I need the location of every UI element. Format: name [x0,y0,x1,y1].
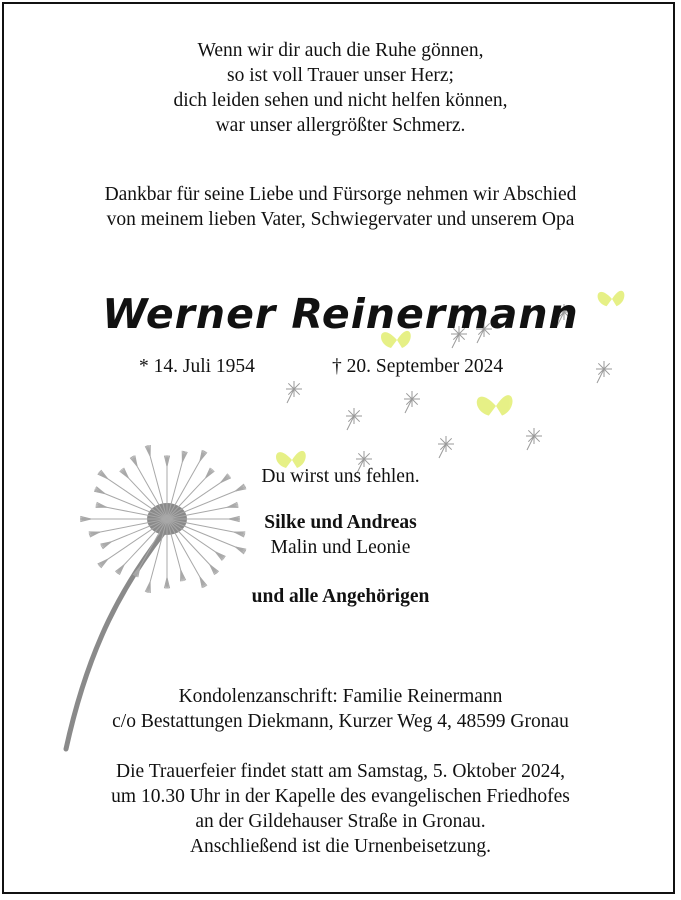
service-line: Die Trauerfeier findet statt am Samstag, 5. Oktober 2024, [116,761,565,782]
poem-line: Wenn wir dir auch die Ruhe gönnen, [197,40,484,61]
relatives [4,584,675,609]
mourners-relatives: und alle Angehörigen [251,586,430,607]
closing-line [4,464,675,489]
birth-date: * 14. Juli 1954 [139,356,255,377]
poem-line: so ist voll Trauer unser Herz; [227,65,454,86]
closing-text: Du wirst uns fehlen. [261,466,420,487]
poem [4,38,675,138]
service-details [4,759,675,859]
death-date: † 20. September 2024 [332,356,504,377]
service-line: um 10.30 Uhr in der Kapelle des evangelischen Friedhofes [111,786,570,807]
condolence-line: c/o Bestattungen Diekmann, Kurzer Weg 4, 48599 Gronau [112,711,569,732]
poem-line: dich leiden sehen und nicht helfen können, [173,90,508,111]
service-line: Anschließend ist die Urnenbeisetzung. [189,836,492,857]
mourners-grandchildren: Malin und Leonie [270,537,411,558]
farewell-text [4,182,675,232]
obituary-card [2,2,675,894]
poem-line: war unser allergrößter Schmerz. [215,115,466,136]
farewell-line: von meinem lieben Vater, Schwiegervater und unserem Opa [106,209,575,230]
condolence-address [4,684,675,734]
deceased-name: Werner Reinermann [102,290,579,338]
condolence-line: Kondolenzanschrift: Familie Reinermann [178,686,503,707]
service-line: an der Gildehauser Straße in Gronau. [195,811,486,832]
mourners [4,510,675,560]
farewell-line: Dankbar für seine Liebe und Fürsorge nehmen wir Abschied [104,184,577,205]
mourners-primary: Silke und Andreas [264,512,417,533]
